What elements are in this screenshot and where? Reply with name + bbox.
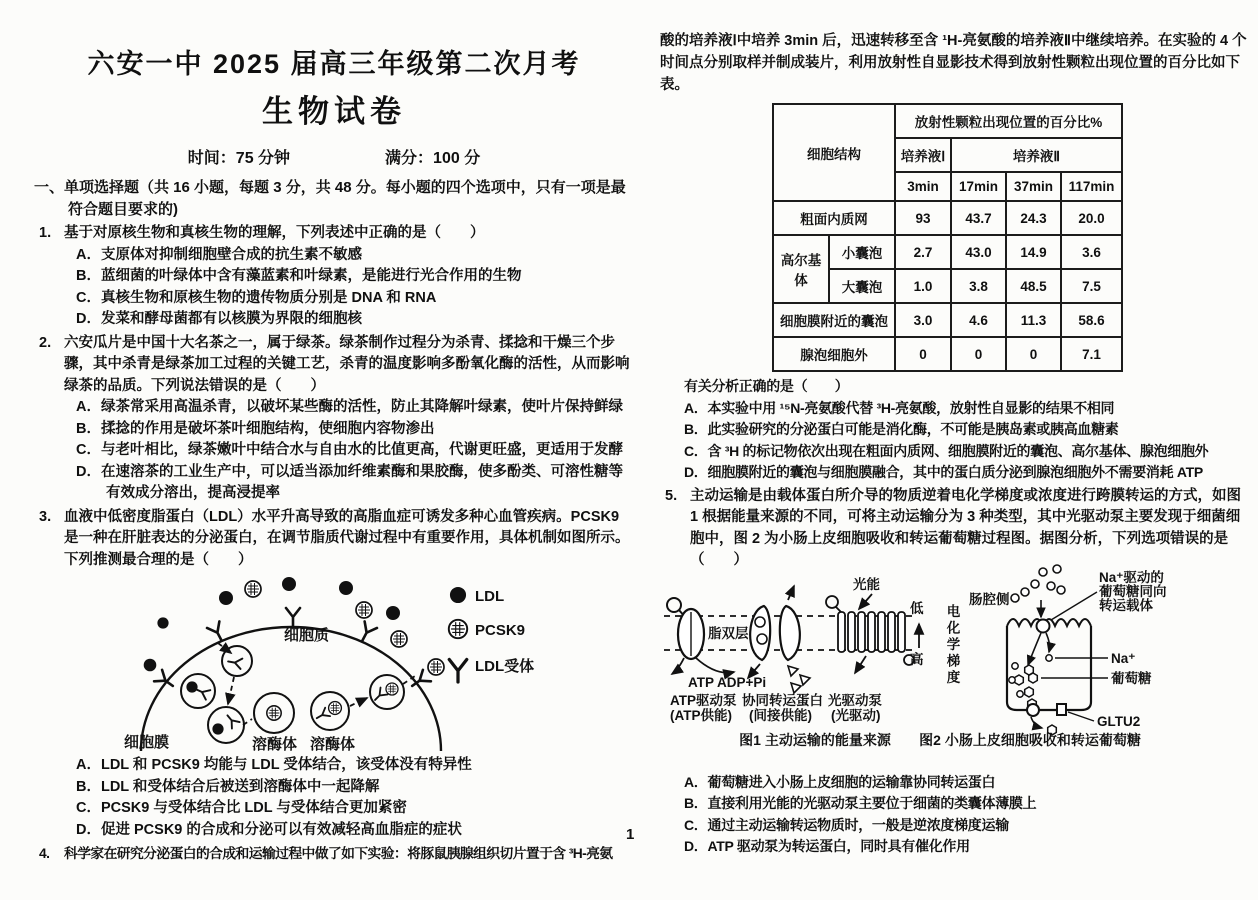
carrier-label-line2: 葡萄糖同向 (1099, 583, 1167, 599)
gradient-high-label: 高 (910, 651, 924, 667)
row-label: 腺泡细胞外 (773, 337, 895, 371)
section-heading (34, 177, 634, 221)
question-number: 2. (39, 334, 52, 351)
symporter-up-arrow (788, 586, 794, 600)
atp-adp-label: ATP ADP+Pi (688, 674, 767, 690)
row-label: 细胞膜附近的囊泡 (773, 303, 895, 337)
value-cell: 3.6 (1061, 235, 1122, 269)
ldl-receptor-icon (227, 656, 242, 669)
question-stem (34, 333, 634, 398)
lumen-label: 肠腔侧 (969, 591, 1010, 607)
table-row (773, 235, 1122, 269)
value-cell: 2.7 (895, 235, 951, 269)
light-arrow (859, 594, 872, 609)
sodium-label: Na⁺ (1111, 650, 1136, 666)
table-row (773, 201, 1122, 235)
symporter-right-lobe (780, 606, 800, 660)
value-cell: 7.5 (1061, 269, 1122, 303)
option-c: C．与老叶相比，绿茶嫩叶中结合水与自由水的比值更高，代谢更旺盛，更适用于发酵 (76, 442, 623, 458)
value-cell: 3.8 (951, 269, 1006, 303)
ldl-particle-icon (144, 659, 157, 672)
gradient-low-label: 低 (910, 600, 924, 616)
option-a: A．葡萄糖进入小肠上皮细胞的运输靠协同转运蛋白 (684, 773, 996, 790)
question-5 (660, 486, 1248, 858)
medium-2-cell: 培养液Ⅱ (951, 138, 1122, 172)
value-cell: 0 (1006, 337, 1061, 371)
option-b: B．蓝细菌的叶绿体中含有藻蓝素和叶绿素，是能进行光合作用的生物 (76, 268, 522, 284)
question-stem (34, 507, 634, 572)
value-cell: 93 (895, 201, 951, 235)
legend-ldl-label: LDL (475, 588, 505, 605)
options-list (660, 772, 1248, 858)
ldl-particle-icon (212, 723, 223, 734)
sodium-glucose-symporter (1037, 619, 1050, 632)
question-number: 3. (39, 508, 52, 525)
atp-pump-head (667, 598, 681, 612)
question-4-start (34, 843, 634, 865)
value-cell: 48.5 (1006, 269, 1061, 303)
legend-receptor-label: LDL受体 (475, 658, 535, 675)
option-d: D．在速溶茶的工业生产中，可以适当添加纤维素酶和果胶酶，使多酚类、可溶性糖等有效成分溶出，提高浸提率 (76, 463, 623, 501)
ldl-particle-icon (219, 591, 233, 605)
pump2-sub-label: (间接供能) (749, 707, 812, 723)
ldl-particle-icon (339, 581, 353, 595)
row-label: 小囊泡 (829, 235, 895, 269)
figure-legend (449, 587, 534, 682)
electrochemical-gradient-label: 电化学梯度 (944, 603, 960, 686)
carrier-callout-line (1051, 592, 1097, 620)
sodium-ion (1046, 654, 1052, 660)
table-title-cell: 放射性颗粒出现位置的百分比% (895, 104, 1122, 138)
question-text: 基于对原核生物和真核生物的理解，下列表述中正确的是（ ） (64, 225, 485, 241)
option-d: D．ATP 驱动泵为转运蛋白，同时具有催化作用 (684, 838, 970, 854)
pcsk9-particle-icon (386, 683, 398, 695)
table-header-row (773, 104, 1122, 138)
left-column (34, 42, 634, 865)
question-4-options (660, 376, 1248, 484)
pcsk9-legend-icon (449, 620, 467, 638)
option-a: A．LDL 和 PCSK9 均能与 LDL 受体结合，该受体没有特异性 (76, 757, 472, 773)
question-number: 1. (39, 225, 52, 241)
lipid-bilayer-label: 脂双层 (708, 625, 749, 641)
question-1 (34, 223, 634, 331)
sodium-in-arrow (1046, 633, 1050, 652)
exam-title: 六安一中 2025 届高三年级第二次月考 (87, 49, 581, 79)
time-cell: 17min (951, 172, 1006, 201)
option-b: B．揉捻的作用是破坏茶叶细胞结构，使细胞内容物渗出 (76, 420, 435, 437)
row-label: 大囊泡 (829, 269, 895, 303)
transport-figures (660, 569, 1248, 772)
lumen-sodium-dots (1011, 565, 1065, 602)
option-d: D．促进 PCSK9 的合成和分泌可以有效减轻高血脂症的症状 (76, 821, 462, 838)
option-a: A．支原体对抑制细胞壁合成的抗生素不敏感 (76, 246, 362, 263)
pcsk9-particle-icon (267, 706, 281, 720)
figure-2-caption: 图2 小肠上皮细胞吸收和转运葡萄糖 (919, 731, 1141, 748)
ldl-particle-icon (157, 617, 168, 628)
atp-arrow (672, 658, 684, 674)
exam-meta (34, 145, 634, 168)
pcsk9-particle-icon (428, 659, 444, 675)
value-cell: 20.0 (1061, 201, 1122, 235)
option-d: D．细胞膜附近的囊泡与细胞膜融合，其中的蛋白质分泌到腺泡细胞外不需要消耗 ATP (684, 464, 1203, 480)
question-stem (34, 223, 634, 245)
option-b: B．LDL 和受体结合后被送到溶酶体中一起降解 (76, 778, 380, 795)
symporter-left-lobe (750, 606, 770, 660)
pcsk9-particle-icon (356, 602, 372, 618)
options-list (34, 755, 634, 841)
membrane-label: 细胞膜 (124, 734, 170, 751)
options-list (34, 245, 634, 331)
time-cell: 3min (895, 172, 951, 201)
option-c: C．含 ³H 的标记物依次出现在粗面内质网、细胞膜附近的囊泡、高尔基体、腺泡细胞外 (684, 442, 1209, 459)
value-cell: 3.0 (895, 303, 951, 337)
pump3-label: 光驱动泵 (828, 692, 882, 708)
pump2-label: 协同转运蛋白 (742, 692, 823, 708)
value-cell: 14.9 (1006, 235, 1061, 269)
time-cell: 37min (1006, 172, 1061, 201)
ldl-particle-icon (386, 606, 400, 620)
carrier-label-line3: 转运载体 (1099, 597, 1153, 613)
exam-subtitle: 生物试卷 (262, 94, 406, 129)
page-number: 1 (626, 826, 635, 843)
figure-1-caption: 图1 主动运输的能量来源 (739, 731, 891, 748)
pcsk9-particle-icon (391, 631, 407, 647)
value-cell: 24.3 (1006, 201, 1061, 235)
ldl-receptor-icon (286, 608, 300, 626)
table-row (773, 303, 1122, 337)
option-b: B．此实验研究的分泌蛋白可能是消化酶，不可能是胰岛素或胰高血糖素 (684, 421, 1119, 437)
gltu2-callout-line (1068, 712, 1094, 721)
options-list (34, 397, 634, 505)
value-cell: 4.6 (951, 303, 1006, 337)
question-stem (660, 486, 1248, 572)
pump1-label: ATP驱动泵 (670, 692, 737, 708)
option-a: A．绿茶常采用高温杀青，以破坏某些酶的活性，防止其降解叶绿素，使叶片保持鲜绿 (76, 399, 623, 415)
adp-arrow (696, 658, 734, 673)
question-text: 血液中低密度脂蛋白（LDL）水平升高导致的高脂血症可诱发多种心血管疾病。PCSK9 是一种在肝脏表达的分泌蛋白，在调节脂质代谢过程中有重要作用，具体机制如图所示。下列推测最合理的是（ ） (64, 508, 630, 568)
intestinal-glucose-diagram (955, 562, 1240, 737)
exam-time: 时间：75 分钟 (187, 150, 291, 167)
ldl-mechanism-diagram (106, 573, 626, 753)
glut-transporter (1057, 704, 1066, 715)
active-transport-energy-diagram (660, 572, 960, 728)
glucose-hexagons (1009, 662, 1038, 708)
exam-score: 满分：100 分 (385, 150, 481, 167)
options-list (660, 398, 1248, 484)
right-column (660, 30, 1248, 858)
ldl-legend-icon (450, 587, 466, 603)
value-cell: 43.0 (951, 235, 1006, 269)
pump3-sub-label: (光驱动) (831, 707, 881, 723)
lysosome-label: 溶酶体 (252, 736, 298, 753)
question-prompt: 有关分析正确的是（ ） (684, 378, 849, 394)
ldl-particle-icon (282, 577, 296, 591)
ldl-receptor-icon (372, 688, 388, 704)
receptor-legend-icon (449, 660, 467, 683)
glucose-exit-arrow (1031, 717, 1042, 728)
value-cell: 7.1 (1061, 337, 1122, 371)
radioactivity-table (772, 103, 1123, 372)
section-line-2: 符合题目要求的) (68, 201, 178, 218)
glucose-in-arrow (1028, 633, 1041, 665)
value-cell: 43.7 (951, 201, 1006, 235)
light-driven-pump (826, 596, 914, 673)
legend-pcsk9-label: PCSK9 (475, 622, 526, 639)
vesicle (208, 707, 244, 743)
value-cell: 11.3 (1006, 303, 1061, 337)
option-b: B．直接利用光能的光驱动泵主要位于细菌的类囊体薄膜上 (684, 795, 1037, 811)
question-number: 4. (39, 846, 50, 861)
carrier-label-line1: Na⁺驱动的 (1099, 569, 1164, 585)
question-text: 主动运输是由载体蛋白所介导的物质逆着电化学梯度或浓度进行跨膜转运的方式，如图 1 根据能量来源的不同，可将主动运输分为 3 种类型，其中光驱动泵主要发现于细菌细胞中，图 2 为小肠上皮细胞吸收和转运葡萄糖过程图。据图分析，下列选项错误的是（ ） (690, 487, 1241, 568)
value-cell: 58.6 (1061, 303, 1122, 337)
question-number: 5. (665, 487, 678, 504)
value-cell: 0 (895, 337, 951, 371)
option-a: A．本实验中用 ¹⁵N-亮氨酸代替 ³H-亮氨酸，放射性自显影的结果不相同 (684, 399, 1115, 416)
value-cell: 0 (951, 337, 1006, 371)
pump1-sub-label: (ATP供能) (670, 707, 732, 723)
ldl-receptor-icon (224, 712, 240, 728)
ldl-receptor-icon (314, 708, 330, 723)
question-3 (34, 507, 634, 842)
option-c: C．通过主动运输转运物质时，一般是逆浓度梯度运输 (684, 816, 1009, 833)
pcsk9-particle-icon (245, 581, 261, 597)
option-d: D．发菜和酵母菌都有以核膜为界限的细胞核 (76, 311, 362, 327)
ldl-pcsk9-figure (106, 573, 634, 755)
pcsk9-particle-icon (329, 702, 342, 715)
glucose-label: 葡萄糖 (1111, 670, 1152, 686)
question-2 (34, 333, 634, 505)
lysosome-label: 溶酶体 (310, 736, 356, 753)
table-row (773, 337, 1122, 371)
section-line-1: 一、单项选择题（共 16 小题，每题 3 分，共 48 分。每小题的四个选项中，只有一项是最 (34, 179, 626, 196)
row-label: 粗面内质网 (773, 201, 895, 235)
solute-triangles (788, 666, 810, 693)
basal-transporter (1027, 704, 1039, 716)
medium-1-cell: 培养液Ⅰ (895, 138, 951, 172)
time-cell: 117min (1061, 172, 1122, 201)
row-group-label: 高尔基体 (773, 235, 829, 303)
question-stem (34, 843, 634, 865)
light-energy-label: 光能 (853, 576, 880, 592)
question-4-continuation: 酸的培养液Ⅰ中培养 3min 后，迅速转移至含 ¹H-亮氨酸的培养液Ⅱ中继续培养。在实验的 4 个时间点分别取样并制成装片，利用放射性自显影技术得到放射性颗粒出现位置的百分比如下表。 (660, 33, 1247, 93)
value-cell: 1.0 (895, 269, 951, 303)
question-text: 科学家在研究分泌蛋白的合成和运输过程中做了如下实验：将豚鼠胰腺组织切片置于含 ³H-亮氨 (64, 846, 613, 861)
option-c: C．PCSK9 与受体结合比 LDL 与受体结合更加紧密 (76, 800, 407, 816)
cytoplasm-label: 细胞质 (284, 627, 330, 644)
gltu2-label: GLTU2 (1097, 713, 1141, 729)
table-corner-cell: 细胞结构 (773, 104, 895, 201)
ldl-particle-icon (186, 681, 197, 692)
question-text: 六安瓜片是中国十大名茶之一，属于绿茶。绿茶制作过程分为杀青、揉捻和干燥三个步骤，其中杀青是绿茶加工过程的关键工艺，杀青的温度影响多酚氧化酶的活性，从而影响绿茶的品质。下列说法错误的是（ ） (64, 334, 630, 394)
option-c: C．真核生物和原核生物的遗传物质分别是 DNA 和 RNA (76, 289, 437, 306)
